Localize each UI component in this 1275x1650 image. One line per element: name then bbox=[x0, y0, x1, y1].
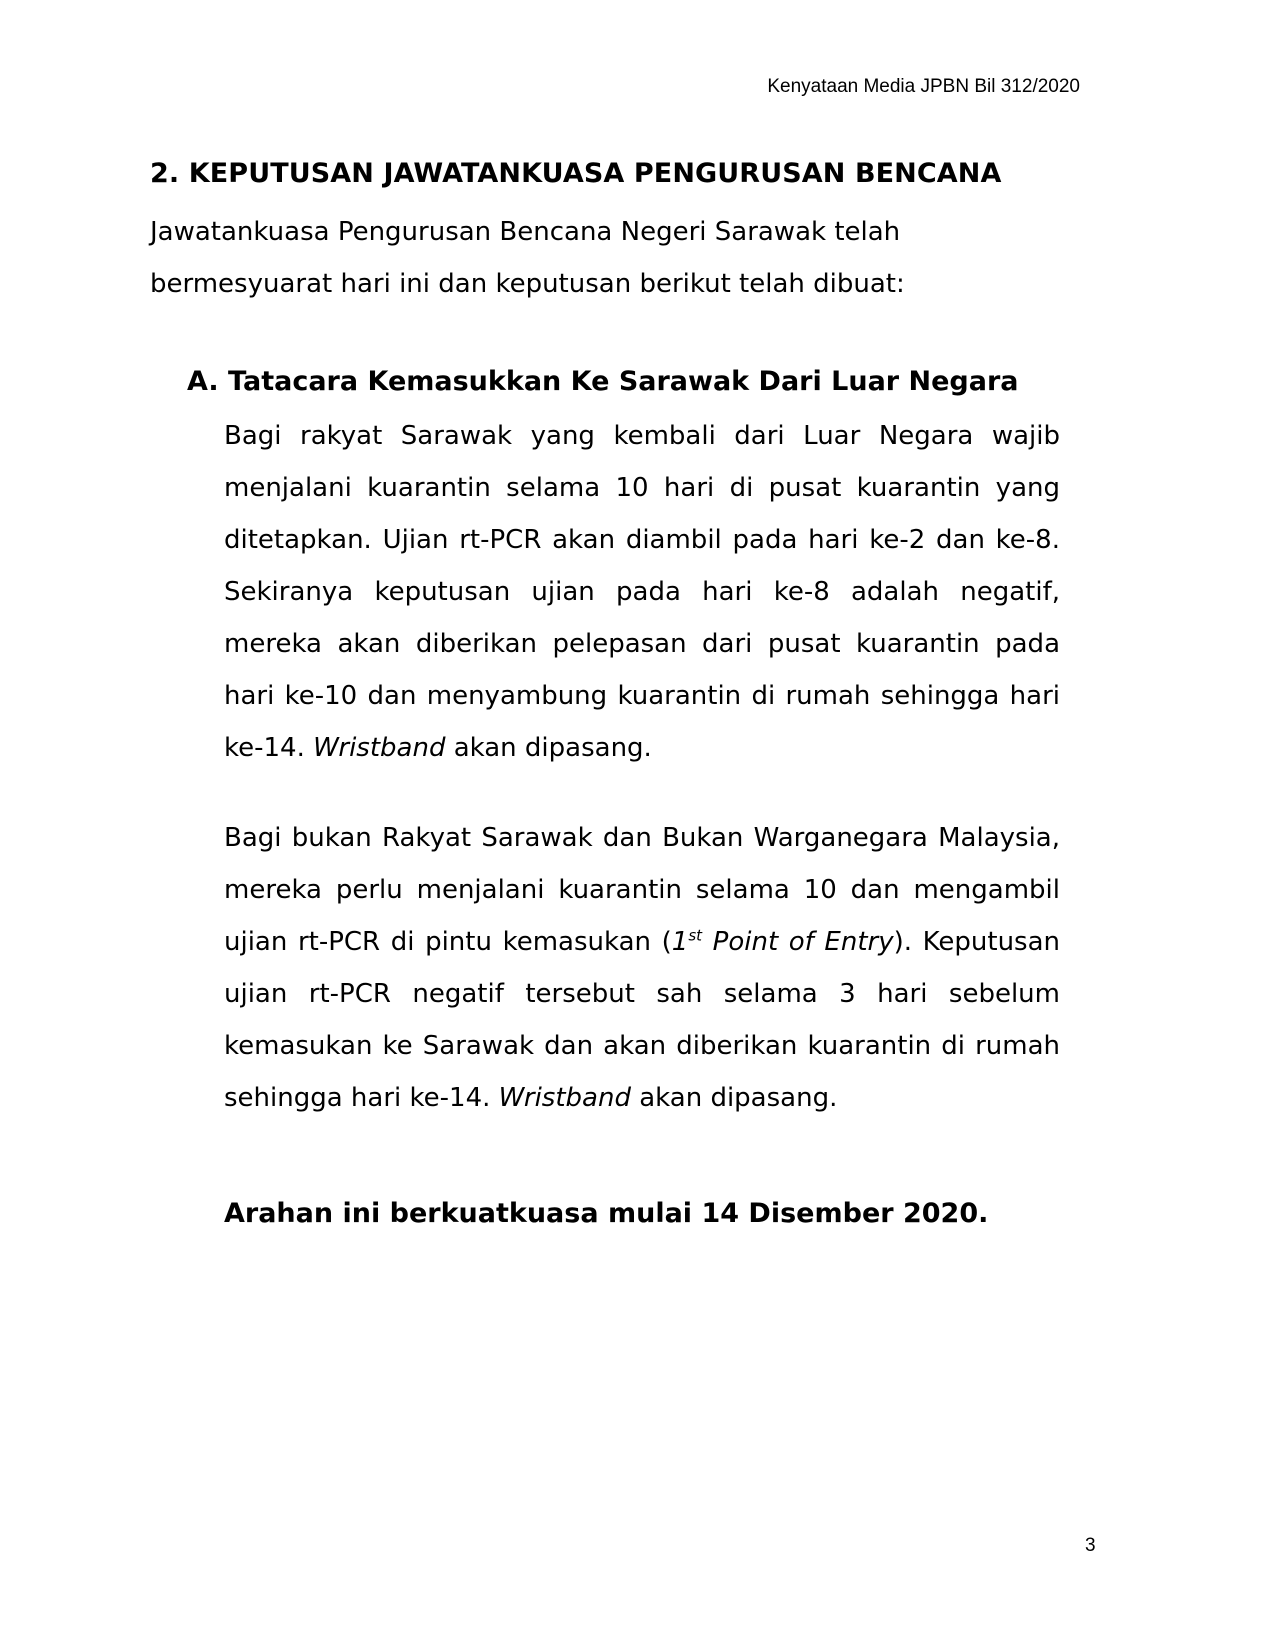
section-heading: 2. KEPUTUSAN JAWATANKUASA PENGURUSAN BENCANA bbox=[150, 158, 1002, 189]
paragraph-tail: akan dipasang. bbox=[630, 1083, 838, 1113]
wristband-term: Wristband bbox=[313, 733, 446, 763]
ordinal-number: 1 bbox=[671, 927, 689, 957]
paragraph-tail: akan dipasang. bbox=[445, 733, 652, 763]
section-intro-paragraph: Jawatankuasa Pengurusan Bencana Negeri Sarawak telah bermesyuarat hari ini dan keputusan berikut telah dibuat: bbox=[150, 217, 905, 299]
page-number: 3 bbox=[1085, 1535, 1096, 1556]
returning-residents-paragraph bbox=[224, 410, 1060, 774]
point-of-entry-term bbox=[672, 927, 894, 957]
effective-date-notice: Arahan ini berkuatkuasa mulai 14 Disember 2020. bbox=[224, 1198, 989, 1229]
media-statement-reference: Kenyataan Media JPBN Bil 312/2020 bbox=[767, 76, 1080, 97]
paragraph-middle: ). Keputusan ujian rt-PCR negatif tersebut sah selama 3 hari sebelum kemasukan ke Sarawak dan akan diberikan kuarantin di rumah sehingga hari ke-14. bbox=[224, 927, 1060, 1113]
subsection-a-heading: A. Tatacara Kemasukkan Ke Sarawak Dari Luar Negara bbox=[187, 366, 1019, 397]
point-of-entry-label: Point of Entry bbox=[702, 927, 894, 957]
paragraph-text: Bagi rakyat Sarawak yang kembali dari Luar Negara wajib menjalani kuarantin selama 10 hari di pusat kuarantin yang ditetapkan. Ujian rt-PCR akan diambil pada hari ke-2 dan ke-8. Sekiranya keputusan ujian pada hari ke-8 adalah negatif, mereka akan diberikan pelepasan dari pusat kuarantin pada hari ke-10 dan menyambung kuarantin di rumah sehingga hari ke-14. bbox=[224, 421, 1060, 763]
ordinal-suffix: st bbox=[688, 926, 703, 945]
non-residents-paragraph bbox=[224, 812, 1060, 1124]
paragraph-text: Bagi bukan Rakyat Sarawak dan Bukan Warganegara Malaysia, mereka perlu menjalani kuarantin selama 10 dan mengambil ujian rt-PCR di pintu kemasukan ( bbox=[224, 823, 1060, 957]
wristband-term: Wristband bbox=[498, 1083, 631, 1113]
